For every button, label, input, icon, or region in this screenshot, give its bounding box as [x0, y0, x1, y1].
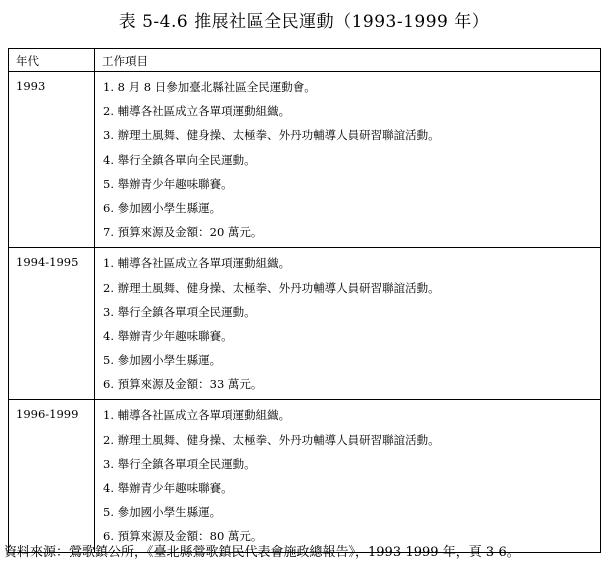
list-item: 6. 參加國小學生縣運。: [103, 200, 222, 215]
year-cell: 1993: [9, 72, 95, 248]
list-item: 6. 預算來源及金額：33 萬元。: [103, 377, 263, 392]
list-item: 2. 辦理土風舞、健身操、太極拳、外丹功輔導人員研習聯誼活動。: [103, 432, 440, 447]
table-header-row: [9, 49, 601, 72]
list-item: 4. 舉辦青少年趣味聯賽。: [103, 481, 233, 495]
table-row: [9, 248, 601, 400]
list-item: 7. 預算來源及金額：20 萬元。: [103, 225, 263, 240]
year-cell: 1996-1999: [9, 400, 95, 552]
items-cell: [95, 248, 601, 400]
source-note: 資料來源：鶯歌鎮公所，《臺北縣鶯歌鎮民代表會施政總報告》，1993-1999 年，頁 3-6。: [4, 545, 520, 560]
list-item: 1. 輔導各社區成立各單項運動組織。: [103, 256, 291, 271]
list-item: 5. 舉辦青少年趣味聯賽。: [103, 176, 233, 191]
items-cell: [95, 72, 601, 248]
list-item: 3. 辦理土風舞、健身操、太極拳、外丹功輔導人員研習聯誼活動。: [103, 128, 440, 143]
list-item: 4. 舉辦青少年趣味聯賽。: [103, 328, 233, 343]
sports-promotion-table: [8, 48, 601, 553]
table-row: [9, 72, 601, 248]
list-item: 2. 辦理土風舞、健身操、太極拳、外丹功輔導人員研習聯誼活動。: [103, 280, 440, 295]
list-item: 5. 參加國小學生縣運。: [103, 505, 222, 520]
header-year: 年代: [9, 49, 95, 72]
list-item: 3. 舉行全鎮各單項全民運動。: [103, 456, 256, 471]
year-cell: 1994-1995: [9, 248, 95, 400]
table-row: [9, 400, 601, 552]
header-items: 工作項目: [95, 49, 601, 72]
items-cell: [95, 400, 601, 552]
list-item: 3. 舉行全鎮各單項全民運動。: [103, 304, 256, 319]
list-item: 4. 舉行全鎮各單向全民運動。: [103, 152, 256, 167]
list-item: 1. 輔導各社區成立各單項運動組織。: [103, 408, 291, 423]
list-item: 1. 8 月 8 日參加臺北縣社區全民運動會。: [103, 80, 316, 94]
list-item: 2. 輔導各社區成立各單項運動組織。: [103, 104, 291, 119]
list-item: 5. 參加國小學生縣運。: [103, 353, 222, 368]
list-item: 6. 預算來源及金額：80 萬元。: [103, 529, 263, 544]
table-title: 表 5-4.6 推展社區全民運動（1993-1999 年）: [118, 12, 490, 32]
